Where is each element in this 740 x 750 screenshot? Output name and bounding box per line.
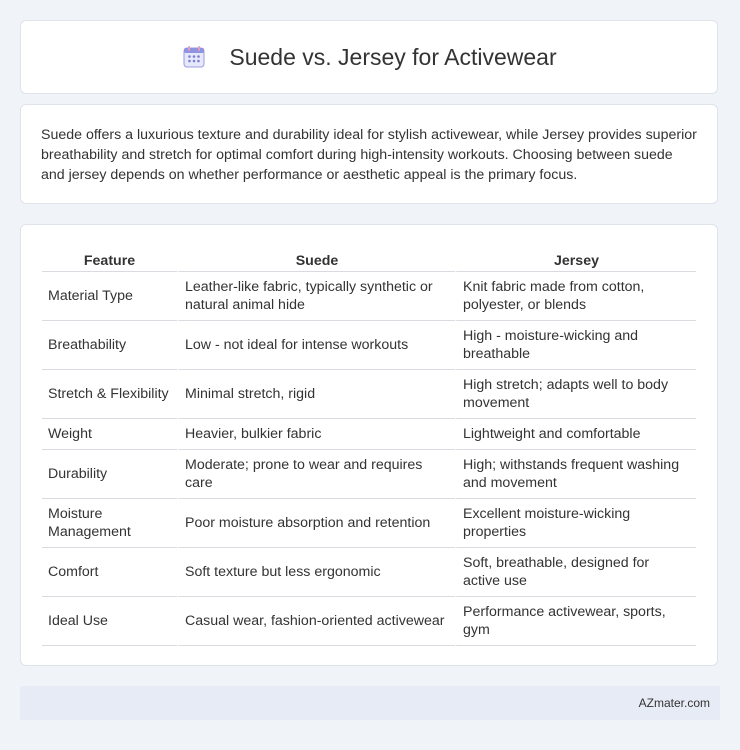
suede-cell: Soft texture but less ergonomic <box>177 548 455 597</box>
comparison-card <box>20 224 718 666</box>
jersey-cell: High - moisture-wicking and breathable <box>455 321 696 370</box>
jersey-cell: Excellent moisture-wicking properties <box>455 499 696 548</box>
footer-site-link[interactable]: AZmater.com <box>638 696 710 710</box>
jersey-cell: Lightweight and comfortable <box>455 419 696 450</box>
intro-text: Suede offers a luxurious texture and durability ideal for stylish activewear, while Jersey provides superior breathability and stretch for optimal comfort during high-intensity workouts. Choosing between suede and jersey depends on whether performance or aesthetic appeal is the primary focus. <box>41 127 697 183</box>
feature-cell: Ideal Use <box>42 597 177 646</box>
table-row <box>42 450 696 499</box>
suede-cell: Heavier, bulkier fabric <box>177 419 455 450</box>
feature-cell: Stretch & Flexibility <box>42 370 177 419</box>
title-card <box>20 20 718 94</box>
table-row <box>42 499 696 548</box>
jersey-cell: Performance activewear, sports, gym <box>455 597 696 646</box>
table-row <box>42 419 696 450</box>
feature-cell: Durability <box>42 450 177 499</box>
footer <box>20 686 720 720</box>
feature-cell: Weight <box>42 419 177 450</box>
jersey-cell: High; withstands frequent washing and movement <box>455 450 696 499</box>
page-title: Suede vs. Jersey for Activewear <box>229 43 557 70</box>
jersey-cell: Knit fabric made from cotton, polyester, or blends <box>455 272 696 321</box>
calendar-icon <box>181 44 207 70</box>
jersey-cell: Soft, breathable, designed for active use <box>455 548 696 597</box>
suede-cell: Poor moisture absorption and retention <box>177 499 455 548</box>
feature-cell: Breathability <box>42 321 177 370</box>
suede-cell: Leather-like fabric, typically synthetic or natural animal hide <box>177 272 455 321</box>
column-header-jersey: Jersey <box>455 245 696 272</box>
suede-cell: Moderate; prone to wear and requires care <box>177 450 455 499</box>
column-header-feature: Feature <box>42 245 177 272</box>
table-header-row <box>42 245 696 272</box>
suede-cell: Casual wear, fashion-oriented activewear <box>177 597 455 646</box>
column-header-suede: Suede <box>177 245 455 272</box>
intro-card <box>20 104 718 204</box>
feature-cell: Material Type <box>42 272 177 321</box>
table-row <box>42 548 696 597</box>
jersey-cell: High stretch; adapts well to body movement <box>455 370 696 419</box>
feature-cell: Moisture Management <box>42 499 177 548</box>
table-row <box>42 597 696 646</box>
table-row <box>42 321 696 370</box>
table-row <box>42 272 696 321</box>
table-row <box>42 370 696 419</box>
feature-cell: Comfort <box>42 548 177 597</box>
suede-cell: Minimal stretch, rigid <box>177 370 455 419</box>
suede-cell: Low - not ideal for intense workouts <box>177 321 455 370</box>
comparison-table <box>42 245 696 646</box>
